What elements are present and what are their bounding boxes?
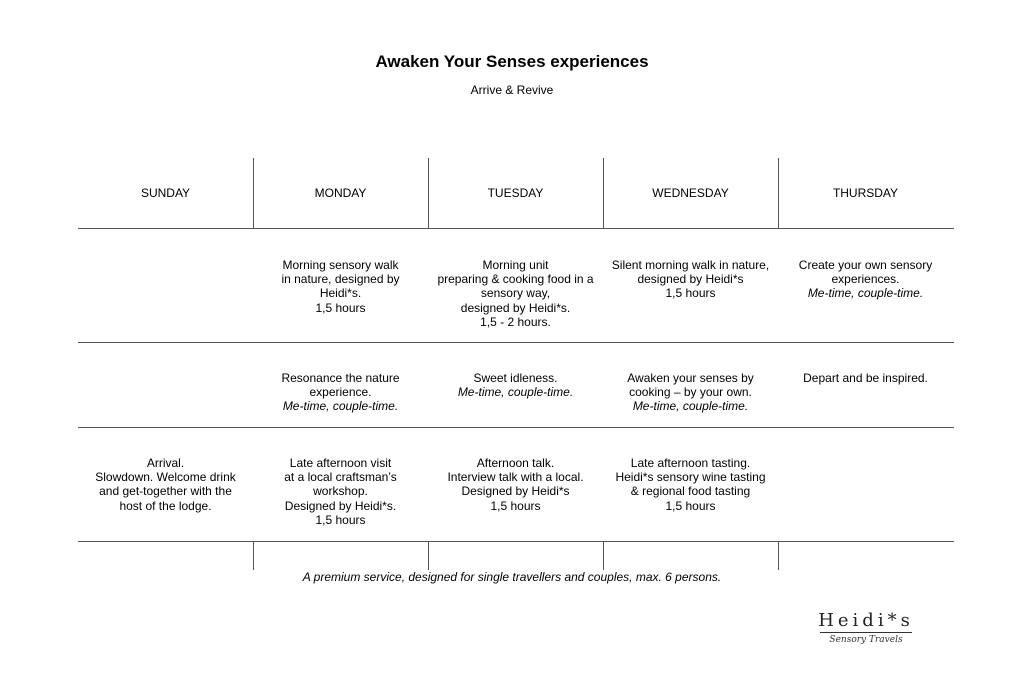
activity-line: Heidi*s sensory wine tasting <box>615 470 766 485</box>
day-header-tuesday: TUESDAY <box>487 186 544 200</box>
activity-cell-sunday-afternoon <box>78 456 253 513</box>
day-header-thursday: THURSDAY <box>832 186 899 200</box>
activity-cell-tuesday-morning <box>428 258 603 329</box>
footer-note: A premium service, designed for single travellers and couples, max. 6 persons. <box>302 570 722 584</box>
activity-note: Me-time, couple-time. <box>632 399 749 414</box>
column-divider <box>603 542 604 570</box>
activity-line: Morning unit <box>482 258 549 272</box>
day-header-monday: MONDAY <box>314 186 367 200</box>
activity-cell-monday-midday <box>253 371 428 414</box>
activity-note: Me-time, couple-time. <box>457 385 574 400</box>
activity-line: 1,5 hours <box>665 498 716 513</box>
activity-line: cooking – by your own. <box>629 385 752 400</box>
column-divider <box>778 542 779 570</box>
activity-line: Arrival. <box>146 456 185 470</box>
activity-cell-monday-morning <box>253 258 428 315</box>
activity-line: Late afternoon visit <box>289 456 392 470</box>
activity-line: Slowdown. Welcome drink <box>95 470 236 485</box>
activity-line: Create your own sensory <box>798 258 933 272</box>
activity-note: Me-time, couple-time. <box>282 399 399 414</box>
column-divider <box>253 542 254 570</box>
row-divider <box>78 541 954 542</box>
activity-line: Heidi*s. <box>319 286 362 301</box>
activity-line: Designed by Heidi*s <box>461 484 570 499</box>
activity-line: Sweet idleness. <box>473 371 558 385</box>
logo-tagline: Sensory Travels <box>829 635 903 645</box>
activity-line: 1,5 hours <box>490 498 541 513</box>
activity-line: designed by Heidi*s <box>637 272 744 287</box>
activity-cell-tuesday-midday <box>428 371 603 399</box>
activity-line: Silent morning walk in nature, <box>611 258 770 272</box>
activity-line: experiences. <box>831 272 900 287</box>
activity-line: Resonance the nature <box>281 371 400 385</box>
activity-line: 1,5 - 2 hours. <box>480 314 551 329</box>
row-divider <box>78 427 954 428</box>
logo-wordmark: Heidi*s <box>818 610 914 631</box>
day-header-sunday: SUNDAY <box>140 186 191 200</box>
row-divider <box>78 342 954 343</box>
activity-line: in nature, designed by <box>281 272 400 287</box>
activity-cell-wednesday-afternoon <box>603 456 778 513</box>
activity-cell-thursday-morning <box>778 258 953 301</box>
activity-line: experience. <box>309 385 372 400</box>
activity-line: host of the lodge. <box>119 498 212 513</box>
activity-note: Me-time, couple-time. <box>807 286 924 301</box>
activity-cell-tuesday-afternoon <box>428 456 603 513</box>
activity-line: Late afternoon tasting. <box>630 456 751 470</box>
activity-line: designed by Heidi*s. <box>460 300 571 315</box>
column-divider <box>428 542 429 570</box>
activity-line: 1,5 hours <box>665 286 716 301</box>
activity-line: Designed by Heidi*s. <box>284 498 397 513</box>
activity-line: Afternoon talk. <box>476 456 555 470</box>
activity-cell-monday-afternoon <box>253 456 428 527</box>
activity-line: preparing & cooking food in a <box>437 272 594 287</box>
activity-line: & regional food tasting <box>630 484 751 499</box>
activity-cell-thursday-midday <box>778 371 953 385</box>
activity-line: sensory way, <box>480 286 551 301</box>
activity-line: and get-together with the <box>99 484 232 499</box>
activity-cell-wednesday-midday <box>603 371 778 414</box>
activity-line: Morning sensory walk <box>282 258 399 272</box>
day-header-wednesday: WEDNESDAY <box>652 186 729 200</box>
heidis-logo <box>816 610 916 645</box>
activity-line: 1,5 hours <box>315 512 366 527</box>
row-divider <box>78 228 954 229</box>
schedule-table <box>78 158 954 570</box>
activity-line: Awaken your senses by <box>627 371 754 385</box>
logo-divider <box>820 632 912 633</box>
activity-line: at a local craftsman’s <box>284 470 397 485</box>
activity-line: workshop. <box>313 484 368 499</box>
activity-line: 1,5 hours <box>315 300 366 315</box>
page-subtitle: Arrive & Revive <box>470 83 554 97</box>
activity-cell-wednesday-morning <box>603 258 778 301</box>
activity-line: Interview talk with a local. <box>447 470 584 485</box>
activity-line: Depart and be inspired. <box>803 371 928 385</box>
page-title: Awaken Your Senses experiences <box>375 52 649 71</box>
